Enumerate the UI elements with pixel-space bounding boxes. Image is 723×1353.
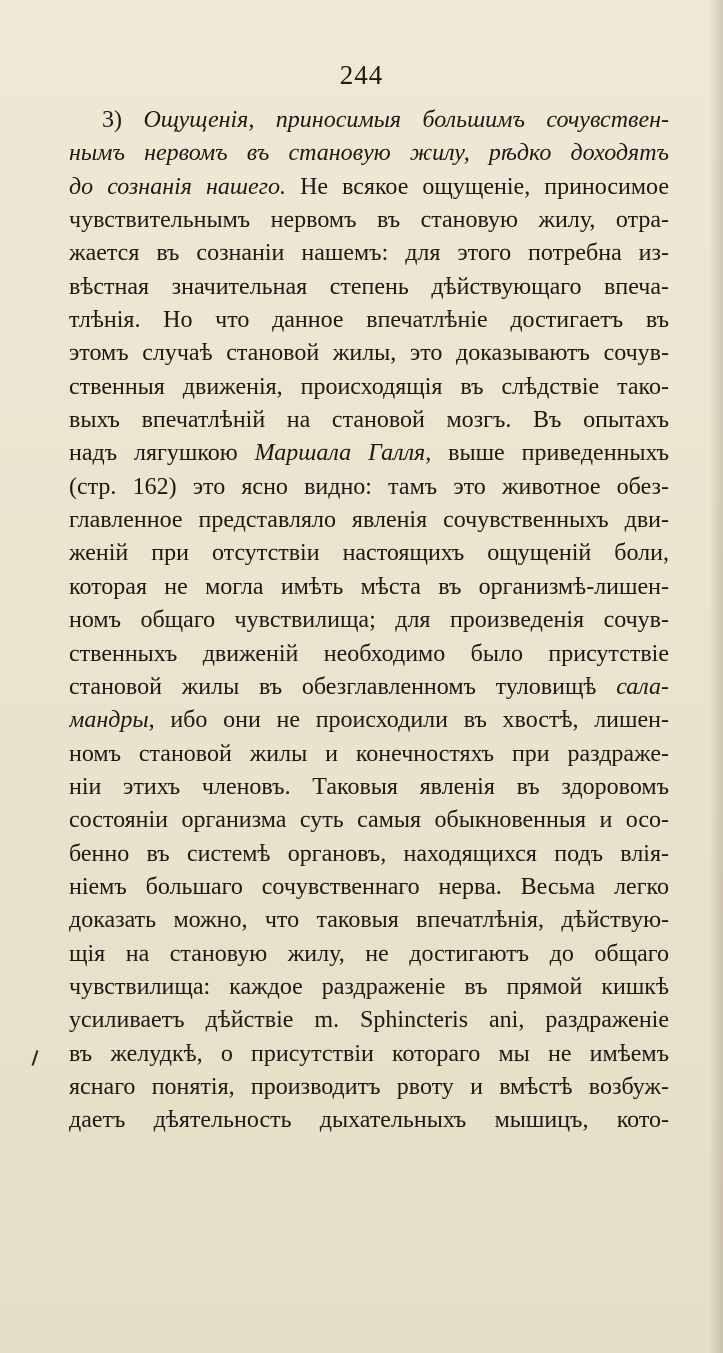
page-number: 244	[339, 60, 384, 90]
text-line	[69, 838, 669, 871]
text-segment: которая не могла имѣть мѣста въ организмѣ-лишен-	[69, 573, 669, 600]
text-segment: щія на становую жилу, не достигаютъ до общаго	[69, 940, 669, 967]
italic-segment: Ощущенія, приносимыя большимъ сочувствен-	[143, 107, 669, 133]
text-line	[69, 1038, 669, 1071]
text-segment: даетъ дѣятельность дыхательныхъ мышицъ, кото-	[69, 1107, 669, 1134]
text-segment: вѣстная значительная степень дѣйствующаго впеча-	[69, 273, 669, 300]
text-line	[69, 671, 669, 704]
text-segment: доказать можно, что таковыя впечатлѣнія, дѣйствую-	[69, 907, 669, 934]
text-line	[69, 938, 669, 971]
text-line	[69, 204, 669, 237]
italic-segment: Маршала Галля	[254, 440, 426, 467]
page-edge-shadow	[709, 0, 723, 1353]
text-line	[69, 237, 669, 270]
text-line	[69, 304, 669, 337]
italic-segment: нымъ нервомъ въ становую жилу, рѣдко доходятъ	[69, 140, 669, 167]
text-line	[69, 104, 669, 137]
text-segment: главленное представляло явленія сочувственныхъ дви-	[69, 507, 669, 534]
text-segment: бенно въ системѣ органовъ, находящихся подъ влія-	[69, 840, 669, 867]
italic-segment: до сознанія нашего.	[69, 173, 287, 200]
text-segment: ственныя движенія, происходящія въ слѣдствіе тако-	[69, 373, 669, 400]
text-segment: ственныхъ движеній необходимо было присутствіе	[69, 640, 669, 667]
text-segment: становой жилы въ обезглавленномъ туловищѣ	[69, 673, 617, 700]
text-segment: (стр. 162) это ясно видно: тамъ это животное обез-	[69, 473, 669, 500]
text-segment: состояніи организма суть самыя обыкновенныя и осо-	[69, 807, 669, 834]
text-line	[69, 971, 669, 1004]
text-segment: , выше приведенныхъ	[425, 440, 669, 467]
text-segment: , ибо они не происходили въ хвостѣ, лишен-	[148, 707, 669, 734]
text-segment: надъ лягушкою	[69, 440, 255, 467]
text-line	[69, 771, 669, 804]
text-segment: яснаго понятія, производитъ рвоту и вмѣстѣ возбуж-	[69, 1073, 669, 1100]
text-line	[69, 638, 669, 671]
text-segment: Не всякое ощущеніе, приносимое	[286, 173, 669, 200]
text-segment: женій при отсутствіи настоящихъ ощущеній боли,	[69, 540, 669, 567]
text-line	[69, 371, 669, 404]
text-segment: тлѣнія. Но что данное впечатлѣніе достигаетъ въ	[69, 307, 669, 334]
text-segment: номъ общаго чувствилища; для произведенія сочув-	[69, 607, 669, 634]
text-line	[69, 871, 669, 904]
margin-mark	[32, 1050, 39, 1066]
text-line	[69, 904, 669, 937]
text-segment: этомъ случаѣ становой жилы, это доказываютъ сочув-	[69, 340, 669, 367]
text-line	[69, 571, 669, 604]
text-line	[69, 437, 669, 470]
body-text	[69, 104, 669, 1138]
text-segment: чувствилища: каждое раздраженіе въ прямой кишкѣ	[69, 973, 669, 1000]
text-line	[69, 137, 669, 170]
text-line	[69, 271, 669, 304]
text-line	[69, 537, 669, 570]
text-line	[69, 471, 669, 504]
text-line	[69, 604, 669, 637]
text-line	[69, 1071, 669, 1104]
text-segment: ніи этихъ членовъ. Таковыя явленія въ здоровомъ	[69, 773, 669, 800]
text-line	[69, 704, 669, 737]
text-line	[69, 504, 669, 537]
text-segment: жается въ сознаніи нашемъ: для этого потребна из-	[69, 240, 669, 267]
text-line	[69, 804, 669, 837]
text-segment: чувствительнымъ нервомъ въ становую жилу, отра-	[69, 207, 669, 234]
text-segment: въ желудкѣ, о присутствіи котораго мы не имѣемъ	[69, 1040, 669, 1067]
text-line	[69, 1004, 669, 1037]
text-segment: усиливаетъ дѣйствіе m. Sphincteris ani, раздраженіе	[69, 1007, 669, 1034]
text-segment: номъ становой жилы и конечностяхъ при раздраже-	[69, 740, 669, 767]
text-line	[69, 337, 669, 370]
text-segment: выхъ впечатлѣній на становой мозгъ. Въ опытахъ	[69, 407, 669, 434]
text-segment: 3)	[102, 107, 144, 133]
text-line	[69, 404, 669, 437]
italic-segment: мандры	[69, 707, 149, 734]
text-line	[69, 171, 669, 204]
text-segment: ніемъ большаго сочувственнаго нерва. Весьма легко	[69, 873, 669, 900]
italic-segment: сала-	[616, 673, 669, 700]
text-line	[69, 1104, 669, 1137]
text-line	[69, 738, 669, 771]
